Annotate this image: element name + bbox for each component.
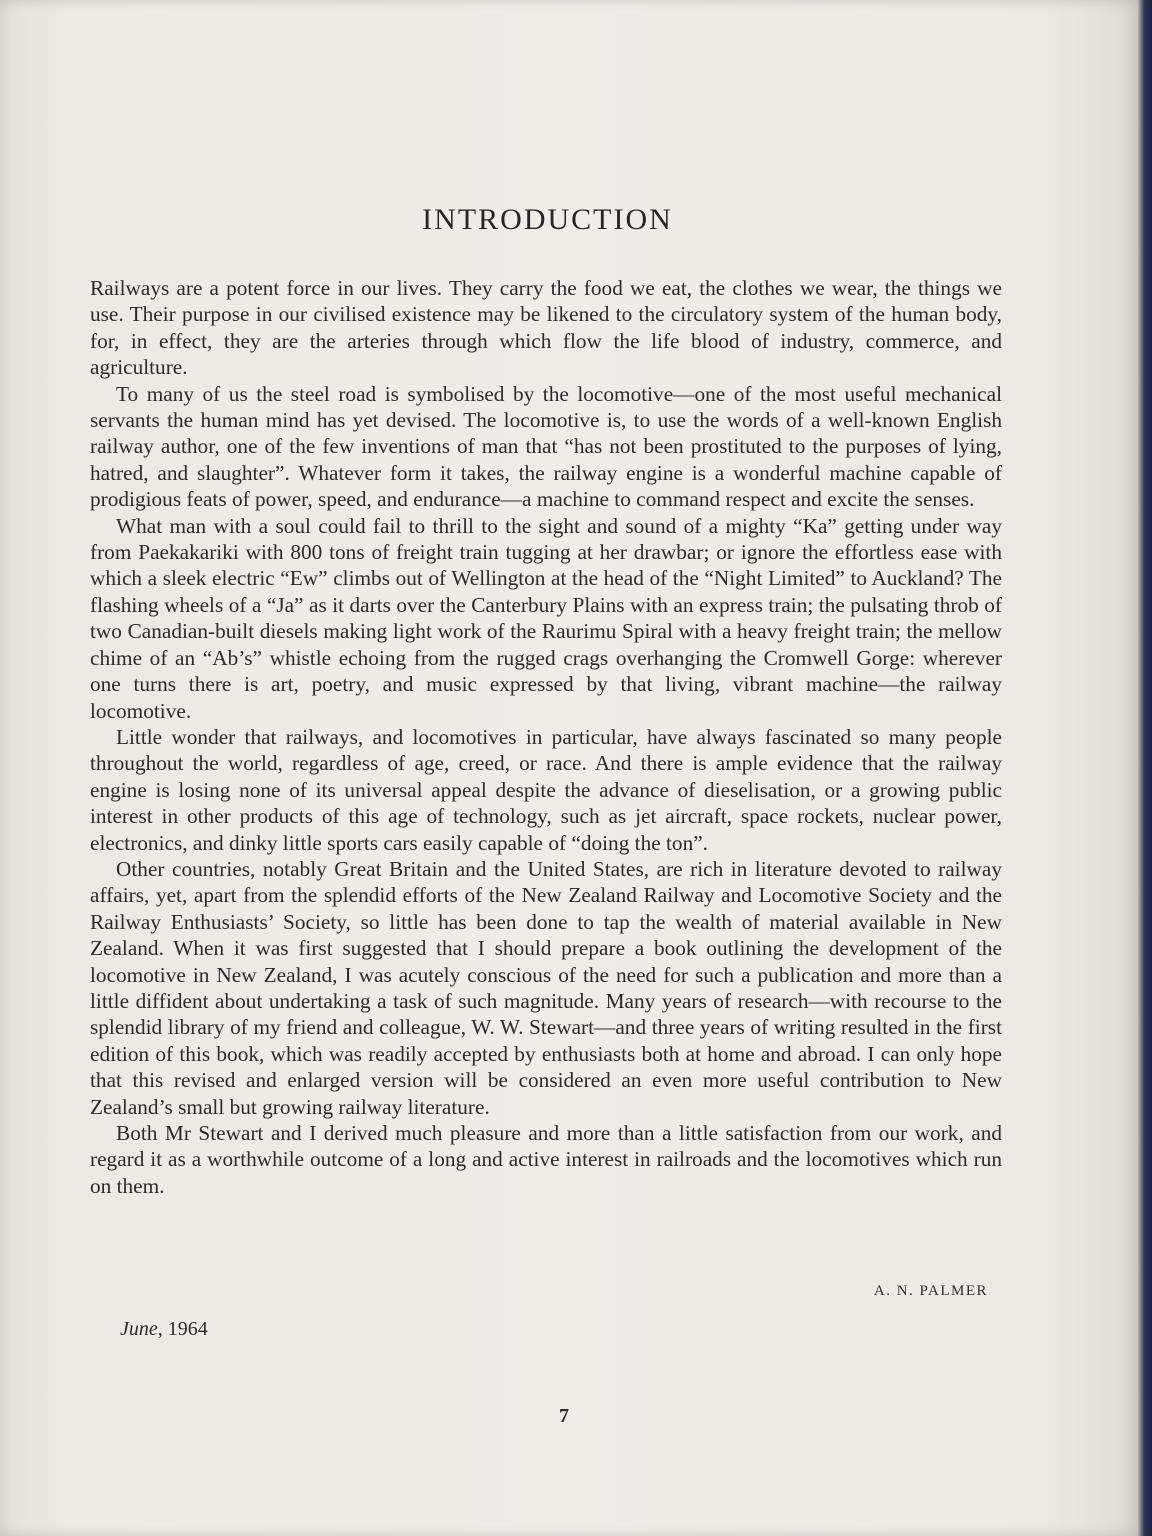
date-year: , 1964 (157, 1318, 208, 1340)
paragraph-2: To many of us the steel road is symbolised by the locomotive—one of the most useful mechanical servants the human mind has yet devised. The locomotive is, to use the words of a well-known English railway author, one of the few inventions of man that “has not been prostituted to the purposes of lying, hatred, and slaughter”. Whatever form it takes, the railway engine is a wonderful machine capable of prodigious feats of power, speed, and endurance—a machine to command respect and excite the senses. (90, 381, 1002, 512)
page-title: INTRODUCTION (422, 203, 673, 236)
paragraph-4: Little wonder that railways, and locomotives in particular, have always fascinated so many people throughout the world, regardless of age, creed, or race. And there is ample evidence that the railway engine is losing none of its universal appeal despite the advance of dieselisation, or a growing public interest in other products of this age of technology, such as jet aircraft, space rockets, nuclear power, electronics, and dinky little sports cars easily capable of “doing the ton”. (90, 724, 1002, 855)
date-line (120, 1318, 208, 1341)
introduction-body (90, 275, 1002, 1199)
paragraph-5: Other countries, notably Great Britain and the United States, are rich in literature devoted to railway affairs, yet, apart from the splendid efforts of the New Zealand Railway and Locomotive Society and the Railway Enthusiasts’ Society, so little has been done to tap the wealth of material available in New Zealand. When it was first suggested that I should prepare a book outlining the development of the locomotive in New Zealand, I was acutely conscious of the need for such a publication and more than a little diffident about undertaking a task of such magnitude. Many years of research—with recourse to the splendid library of my friend and colleague, W. W. Stewart—and three years of writing resulted in the first edition of this book, which was readily accepted by enthusiasts both at home and abroad. I can only hope that this revised and enlarged version will be considered an even more useful contribution to New Zealand’s small but growing railway literature. (90, 856, 1002, 1119)
page-number: 7 (559, 1405, 569, 1427)
book-cover-edge (1138, 0, 1152, 1536)
author-signature: A. N. PALMER (873, 1283, 988, 1299)
paragraph-6: Both Mr Stewart and I derived much pleasure and more than a little satisfaction from our work, and regard it as a worthwhile outcome of a long and active interest in railroads and the locomotives which run on them. (90, 1121, 1002, 1198)
date-month: June (120, 1318, 158, 1340)
paragraph-1: Railways are a potent force in our lives. They carry the food we eat, the clothes we wear, the things we use. Their purpose in our civilised existence may be likened to the circulatory system of the human body, for, in effect, they are the arteries through which flow the life blood of industry, commerce, and agriculture. (90, 276, 1002, 380)
paragraph-3: What man with a soul could fail to thrill to the sight and sound of a mighty “Ka” getting under way from Paekakariki with 800 tons of freight train tugging at her drawbar; or ignore the effortless ease with which a sleek electric “Ew” climbs out of Wellington at the head of the “Night Limited” to Auckland? The flashing wheels of a “Ja” as it darts over the Canterbury Plains with an express train; the pulsating throb of two Canadian-built diesels making light work of the Raurimu Spiral with a heavy freight train; the mellow chime of an “Ab’s” whistle echoing from the rugged crags overhanging the Cromwell Gorge: wherever one turns there is art, poetry, and music expressed by that living, vibrant machine—the railway locomotive. (90, 513, 1002, 723)
